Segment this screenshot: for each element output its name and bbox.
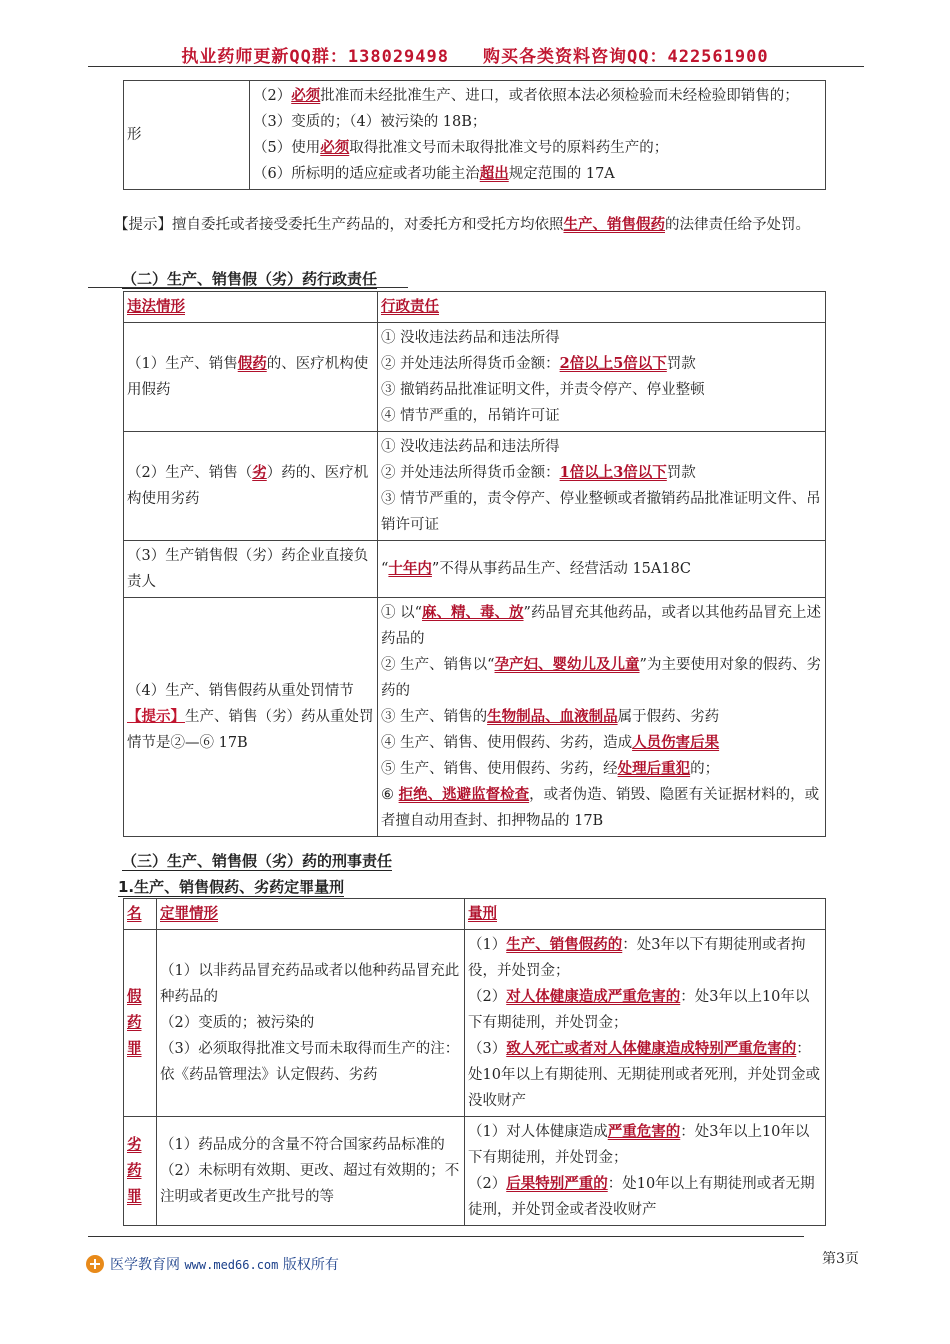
penalty-line [468,932,822,984]
penalty-line-mark: 致人死亡或者对人体健康造成特别严重危害的 [506,1040,797,1057]
liability-line [381,556,822,582]
footer-url[interactable]: www.med66.com [184,1258,279,1272]
admin-row-situation: （3）生产销售假（劣）药企业直接负责人 [124,541,378,598]
liability-line-pre: ③ 情节严重的，责令停产、停业整顿或者撤销药品批准证明文件、吊销许可证 [381,491,821,533]
top-table-left: 形 [124,81,250,190]
penalty-line [468,1171,822,1223]
header-qq-group: 执业药师更新QQ群：138029498 [181,47,449,67]
top-line [253,161,822,187]
liability-line [381,600,822,652]
footer-site: 医学教育网 [110,1257,180,1273]
tip-entrust-tail: 的法律责任给予处罚。 [665,217,810,233]
liability-line-pre: ③ 生产、销售的 [381,709,488,725]
liability-line-pre: ③ 撤销药品批准证明文件，并责令停产、停业整顿 [381,382,705,398]
liability-line-post: 属于假药、劣药 [617,709,720,725]
liability-line-post: ”不得从事药品生产、经营活动 15A18C [431,561,691,577]
penalty-line-mark: 生产、销售假药的 [506,936,623,953]
top-line-post: 取得批准文号而未取得批准文号的原料药生产的； [349,140,669,156]
admin-row-liability [378,541,826,598]
penalty-line-pre: （3） [468,1041,507,1057]
liability-line-pre: ① 没收违法药品和违法所得 [381,330,560,346]
admin-row-liability [378,432,826,541]
top-line [253,135,822,161]
crime-penalty [465,930,826,1117]
liability-line-pre: ② 生产、销售以“ [381,657,495,673]
liability-line-pre: “ [381,561,389,577]
liability-line [381,351,822,377]
crime-row [124,1117,826,1226]
tip-entrust-mark: 生产、销售假药 [563,216,665,233]
situation-line: （2）未标明有效期、更改、超过有效期的；不注明或者更改生产批号的等 [160,1163,460,1205]
admin-row [124,323,826,432]
crime-header-name: 名 [124,899,157,930]
crime-penalty [465,1117,826,1226]
page-number: 第3页 [822,1251,859,1267]
top-line-post: 规定范围的 17A [508,166,615,182]
penalty-line-post: ：处3年以上10年以下有期徒刑，并处罚金； [468,1124,810,1166]
section-admin-title: （二）生产、销售假（劣）药行政责任 [122,270,378,288]
admin-row-situation: （1）生产、销售假药的、医疗机构使用假药 [124,323,378,432]
admin-row [124,598,826,837]
liability-line [381,756,822,782]
penalty-line-post: ：处10年以上有期徒刑、无期徒刑或者死刑，并处罚金或没收财产 [468,1041,820,1109]
liability-line [381,325,822,351]
site-logo-icon [86,1255,104,1273]
penalty-line-post: ：处3年以上10年以下有期徒刑，并处罚金； [468,989,810,1031]
admin-row [124,541,826,598]
admin-header-liability: 行政责任 [378,292,826,323]
liability-line [381,652,822,704]
header-rule [88,66,864,67]
tip-entrust-text: 【提示】擅自委托或者接受委托生产药品的，对委托方和受托方均依照 [114,217,564,233]
section-criminal-subtitle: 1.生产、销售假药、劣药定罪量刑 [118,878,345,896]
crime-name: 劣药罪 [124,1117,157,1226]
liability-line-mark: 2倍以上5倍以下 [559,355,667,372]
liability-line-mark: 处理后重犯 [617,760,691,777]
liability-line-pre: ④ 生产、销售、使用假药、劣药，造成 [381,735,633,751]
liability-line-pre: ④ 情节严重的，吊销许可证 [381,408,560,424]
admin-table-header [124,292,826,323]
crime-table-header [124,899,826,930]
admin-row-liability [378,323,826,432]
admin-row-liability [378,598,826,837]
top-line-pre: （3）变质的；（4）被污染的 18B； [253,114,487,130]
liability-line-mark: 麻、精、毒、放 [422,604,524,621]
liability-line-post: ，或者伪造、销毁、隐匿有关证据材料的，或者擅自动用查封、扣押物品的 17B [381,787,820,829]
top-line-mark: 必须 [291,87,321,104]
penalty-line-mark: 严重危害的 [607,1123,681,1140]
top-line [253,83,822,109]
crime-name: 假药罪 [124,930,157,1117]
penalty-line-mark: 后果特别严重的 [506,1175,608,1192]
liability-line-pre: ⑥ [381,787,399,803]
liability-line-post: 罚款 [666,356,696,372]
penalty-line [468,984,822,1036]
top-line-mark: 超出 [479,165,509,182]
liability-line-post: ”为主要使用对象的假药、劣药的 [381,657,821,699]
situation-line: （1）以非药品冒充药品或者以他种药品冒充此种药品的 [160,963,460,1005]
liability-line [381,434,822,460]
top-line-pre: （5）使用 [253,140,321,156]
penalty-line-pre: （1） [468,937,507,953]
liability-line [381,460,822,486]
liability-line-pre: ① 以“ [381,605,423,621]
penalty-line-mark: 对人体健康造成严重危害的 [506,988,681,1005]
top-line-mark: 必须 [320,139,350,156]
liability-line [381,403,822,429]
header-banner [0,42,950,67]
penalty-line [468,1036,822,1114]
top-line-pre: （6）所标明的适应症或者功能主治 [253,166,480,182]
penalty-line-post: ：处3年以下有期徒刑或者拘役，并处罚金； [468,937,806,979]
crime-situation [157,930,465,1117]
top-line-post: 批准而未经批准生产、进口，或者依照本法必须检验而未经检验即销售的； [320,88,799,104]
penalty-line-post: ：处10年以上有期徒刑或者无期徒刑，并处罚金或者没收财产 [468,1176,815,1218]
admin-row-situation: （4）生产、销售假药从重处罚情节【提示】生产、销售（劣）药从重处罚情节是②—⑥ 17B [124,598,378,837]
header-qq-contact: 购买各类资料咨询QQ：422561900 [483,47,769,67]
admin-header-situation: 违法情形 [124,292,378,323]
admin-row [124,432,826,541]
crime-header-penalty: 量刑 [465,899,826,930]
top-table-right [250,81,826,190]
crime-situation [157,1117,465,1226]
tip-label: 【提示】 [127,708,185,725]
penalty-line [468,1119,822,1171]
liability-line-mark: 拒绝、逃避监督检查 [398,786,530,803]
liability-line-pre: ① 没收违法药品和违法所得 [381,439,560,455]
admin-table [123,291,826,837]
top-line-pre: （2） [253,88,292,104]
admin-row-situation: （2）生产、销售（劣）药的、医疗机构使用劣药 [124,432,378,541]
situation-line: （3）必须取得批准文号而未取得而生产的注：依《药品管理法》认定假药、劣药 [160,1041,460,1083]
liability-line [381,704,822,730]
liability-line-post: 罚款 [666,465,696,481]
footer-rights: 版权所有 [282,1257,339,1273]
liability-line-mark: 人员伤害后果 [632,734,720,751]
crime-header-situation: 定罪情形 [157,899,465,930]
crime-table [123,898,826,1226]
liability-line-mark: 十年内 [388,560,432,577]
penalty-line-pre: （2） [468,989,507,1005]
liability-line [381,377,822,403]
liability-line-post: ”药品冒充其他药品，或者以其他药品冒充上述药品的 [381,605,821,647]
tip-entrust [114,212,865,238]
situation-line: （1）药品成分的含量不符合国家药品标准的 [160,1137,445,1153]
top-table [123,80,826,190]
footer-rule [88,1236,804,1237]
liability-line-post: 的； [690,761,720,777]
section-admin-rule [88,287,408,288]
liability-line-pre: ⑤ 生产、销售、使用假药、劣药，经 [381,761,618,777]
penalty-line-pre: （1）对人体健康造成 [468,1124,608,1140]
liability-line [381,782,822,834]
crime-row [124,930,826,1117]
section-criminal-title: （三）生产、销售假（劣）药的刑事责任 [122,852,393,870]
liability-line-mark: 孕产妇、婴幼儿及儿童 [494,656,640,673]
top-line [253,109,822,135]
penalty-line-pre: （2） [468,1176,507,1192]
liability-line-pre: ② 并处违法所得货币金额： [381,356,560,372]
footer-text [110,1254,339,1274]
liability-line [381,486,822,538]
liability-line [381,730,822,756]
situation-line: （2）变质的；被污染的 [160,1015,315,1031]
liability-line-pre: ② 并处违法所得货币金额： [381,465,560,481]
liability-line-mark: 1倍以上3倍以下 [559,464,667,481]
liability-line-mark: 生物制品、血液制品 [487,708,618,725]
